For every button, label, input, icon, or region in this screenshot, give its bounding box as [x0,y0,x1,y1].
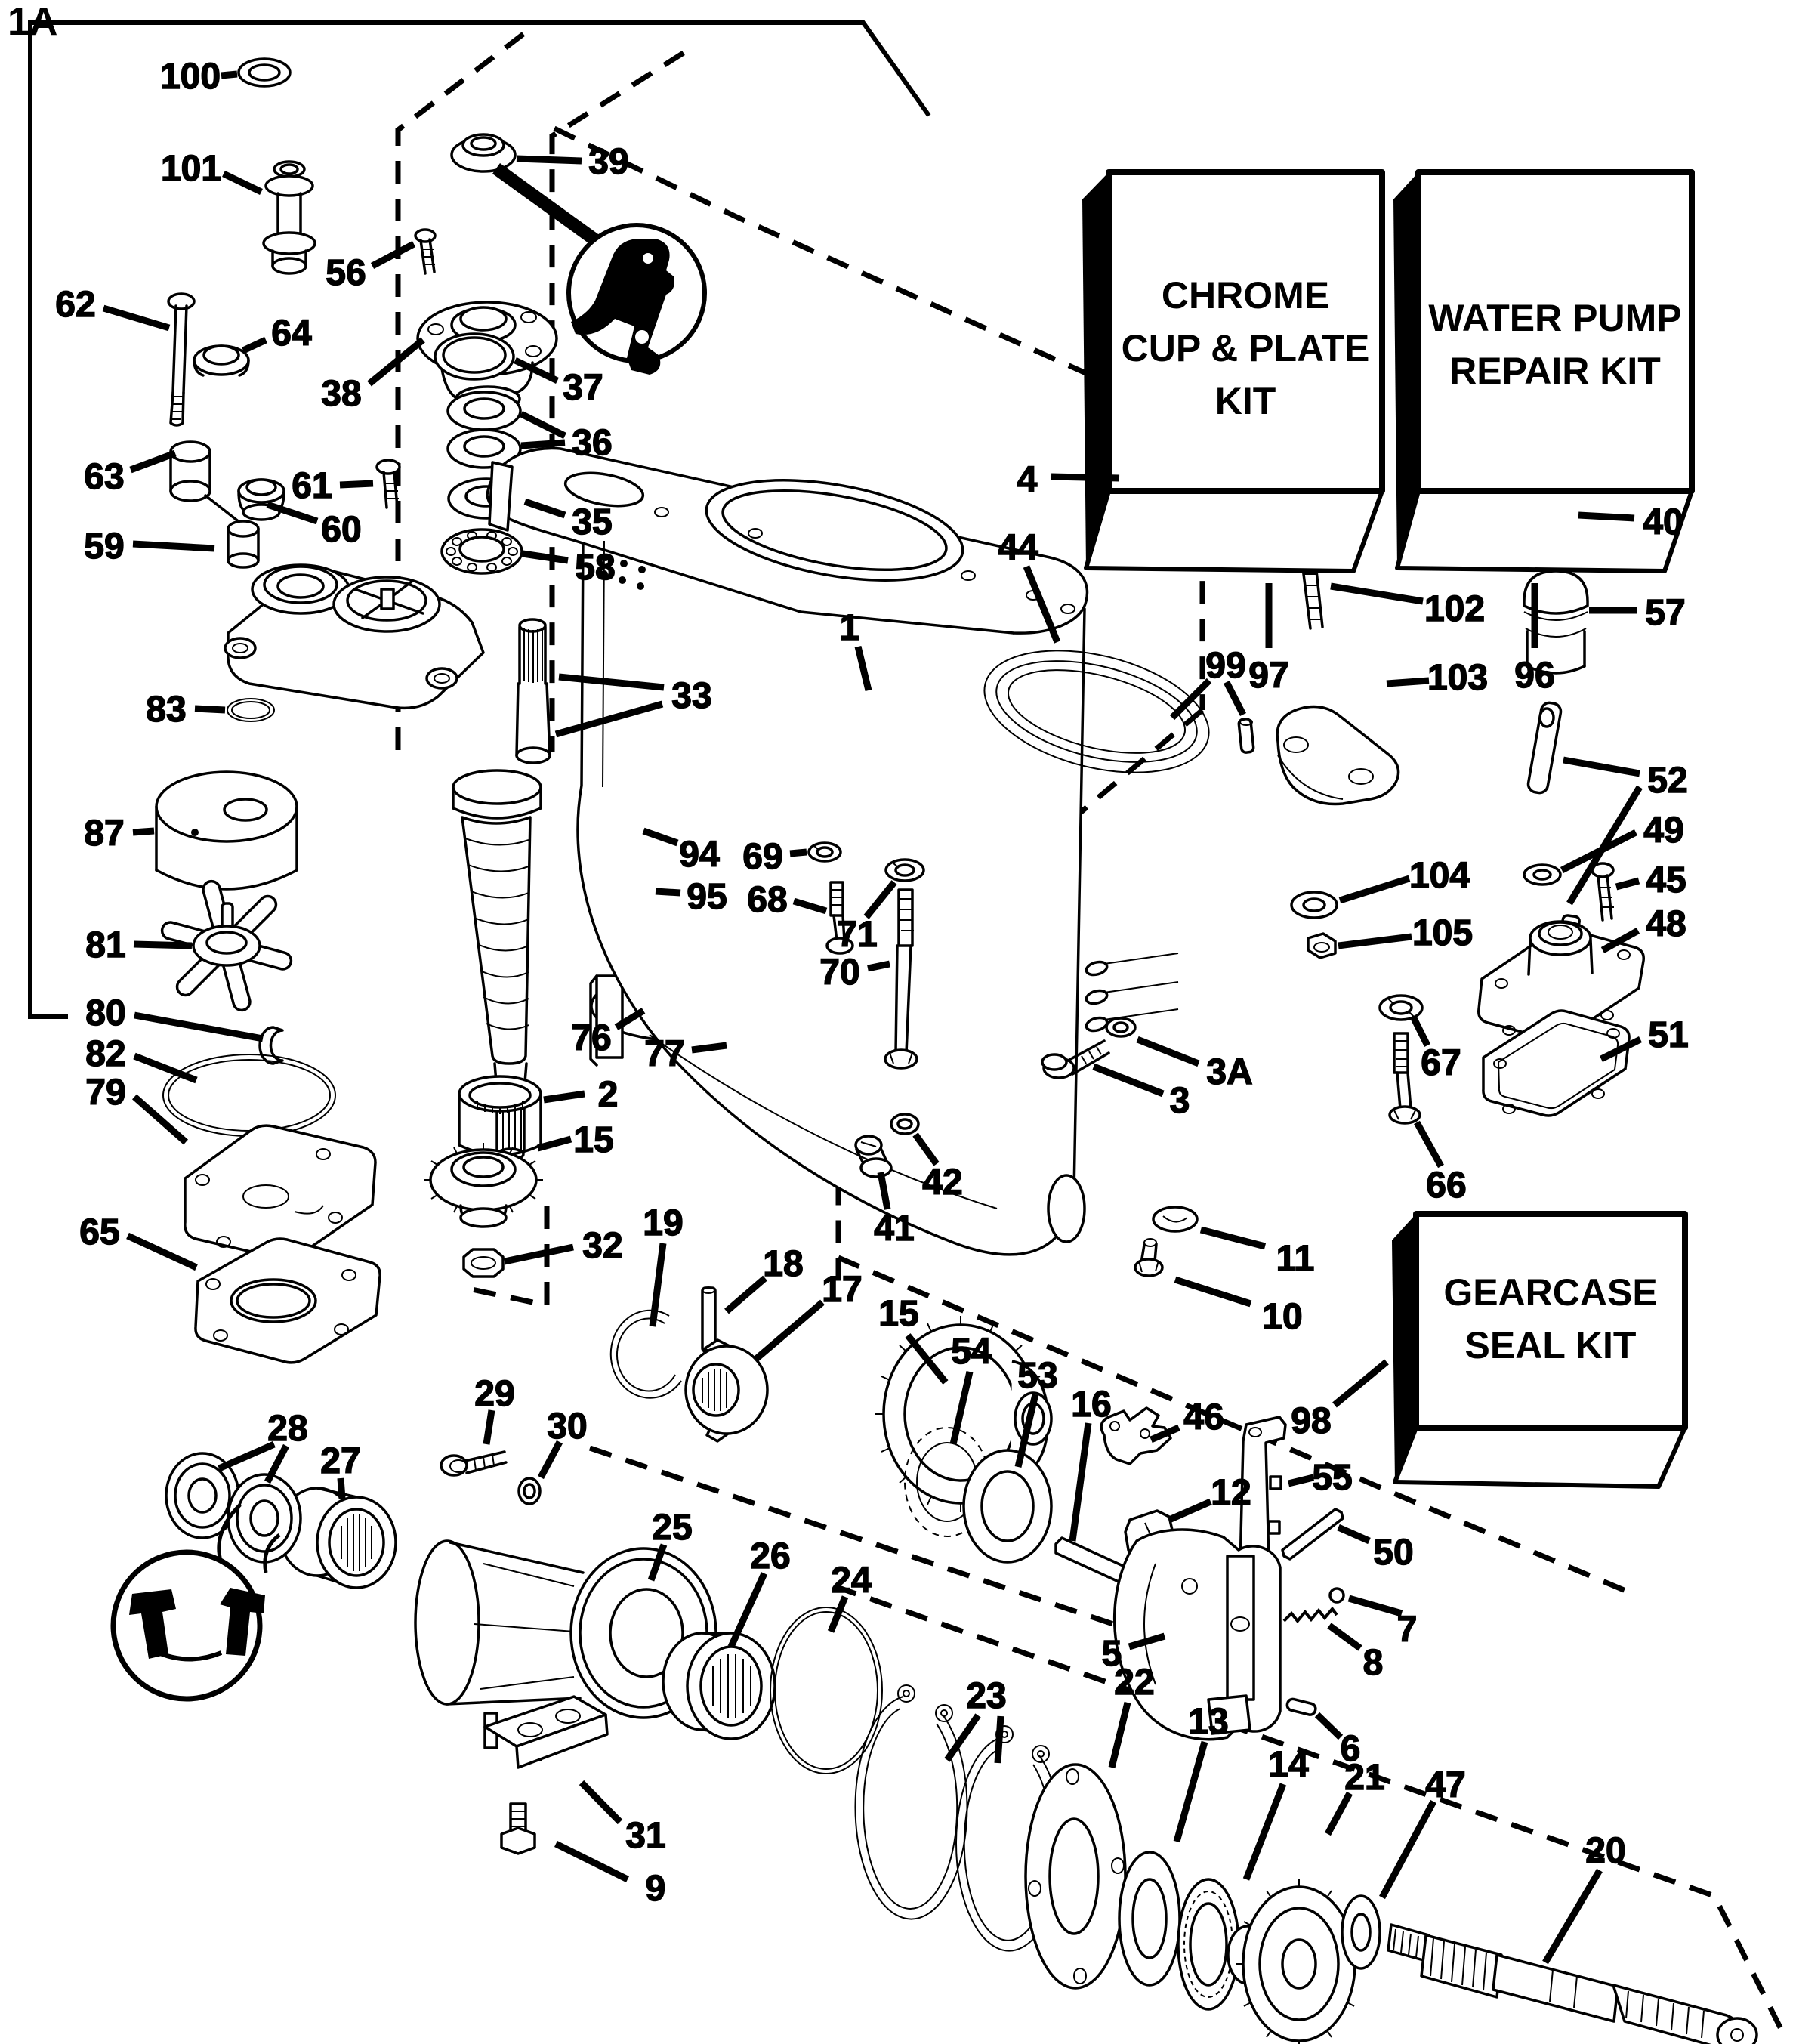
callout-7: 7 [1396,1610,1418,1650]
part-cap-60 [239,480,284,520]
part-prop-shaft-20 [1388,1925,1757,2044]
part-bolt-9 [501,1804,535,1854]
callout-4: 4 [1017,460,1038,500]
part-plate-65 [196,1239,380,1363]
leader-line-56 [372,244,414,266]
kit-label-line: REPAIR KIT [1449,350,1661,392]
part-retaining-ring-19 [611,1311,681,1398]
kit-box-gearcase-seal [1392,1214,1685,1487]
part-seals-28 [166,1453,301,1562]
part-oring-24 [770,1607,882,1774]
callout-42: 42 [922,1162,963,1203]
leader-line-17 [755,1302,822,1360]
callout-15: 15 [878,1294,919,1334]
kit-label-line: SEAL KIT [1464,1324,1637,1366]
callout-3A: 3A [1206,1052,1253,1092]
leader-line-81 [134,944,192,946]
callout-47: 47 [1425,1765,1466,1805]
leader-line-7 [1349,1598,1402,1613]
callout-28: 28 [267,1409,308,1449]
callout-96: 96 [1514,656,1555,696]
callout-48: 48 [1646,904,1686,944]
callout-15: 15 [573,1120,614,1160]
leader-line-36 [521,414,565,436]
part-bearing-58 [442,530,522,573]
part-seal-39 [452,134,515,171]
leader-line-50 [1338,1527,1369,1541]
part-washer-37 [435,334,514,379]
callout-31: 31 [625,1816,666,1856]
callout-104: 104 [1409,856,1470,896]
part-reverse-gear-21 [1228,1879,1362,2044]
leader-line-40 [1578,515,1634,518]
callout-62: 62 [55,285,96,325]
leader-line-31 [582,1783,620,1822]
callout-71: 71 [837,915,878,955]
leader-line-27 [341,1478,342,1499]
part-key-80 [260,1027,282,1064]
callout-17: 17 [822,1270,863,1310]
part-lock-washer-71 [886,860,924,881]
part-screw-45 [1592,863,1614,920]
callout-53: 53 [1017,1356,1058,1396]
leader-line-52 [1563,760,1640,773]
part-seal-11 [1153,1207,1197,1231]
callout-21: 21 [1344,1758,1385,1798]
part-washer-13 [1119,1852,1180,1985]
leader-line-39 [517,159,582,161]
callout-40: 40 [1643,502,1683,542]
callout-57: 57 [1645,593,1686,633]
part-nut-105 [1308,934,1335,958]
part-cup-87 [156,772,297,889]
leader-line-47 [1382,1802,1433,1897]
leader-line-99 [1227,682,1243,715]
callout-37: 37 [563,368,603,408]
callout-25: 25 [652,1508,693,1548]
leader-line-2 [544,1094,585,1100]
callout-44: 44 [998,528,1038,568]
leader-line-20 [1545,1870,1600,1962]
callout-52: 52 [1647,761,1688,801]
part-drain-plug-10 [1135,1239,1162,1276]
part-bolt-62 [168,294,194,425]
callout-68: 68 [747,880,788,920]
leader-line-101 [224,174,261,192]
callout-59: 59 [84,526,125,567]
callout-82: 82 [85,1034,126,1074]
callout-70: 70 [819,953,860,993]
callout-46: 46 [1183,1397,1224,1437]
callout-97: 97 [1248,656,1289,696]
leader-line-77 [692,1045,727,1050]
callout-98: 98 [1291,1401,1332,1441]
callout-1: 1 [839,608,860,648]
callout-79: 79 [85,1073,126,1113]
part-pin-6 [1286,1698,1317,1716]
callout-60: 60 [321,510,362,550]
callout-76: 76 [571,1018,612,1058]
part-bolt-66 [1390,1033,1420,1123]
callout-80: 80 [85,993,126,1033]
part-pin-50 [1282,1509,1343,1559]
leader-line-98 [1335,1362,1387,1405]
part-thrust-washer-53 [964,1450,1051,1562]
leader-line-6 [1317,1715,1341,1737]
leader-line-36 [521,443,565,446]
callout-49: 49 [1643,810,1684,851]
leader-line-3 [1094,1067,1163,1094]
kit-label-line: CHROME [1161,274,1330,316]
leader-line-95 [656,891,680,893]
part-washer-104 [1291,892,1337,918]
leader-line-58 [523,554,568,560]
callout-58: 58 [575,548,616,588]
part-screw-29 [441,1452,506,1475]
callout-55: 55 [1312,1458,1353,1498]
part-oring-83 [227,699,274,721]
part-anode-plate-31 [485,1697,607,1768]
leader-line-80 [134,1015,263,1039]
callout-38: 38 [321,374,362,414]
callout-77: 77 [644,1034,685,1074]
leader-line-21 [1328,1793,1350,1834]
part-lock-washer-69 [809,843,841,861]
leader-line-79 [134,1097,186,1142]
part-oring-82 [163,1054,335,1136]
leader-line-65 [128,1236,196,1267]
leader-line-62 [103,308,169,328]
leader-line-4 [1051,477,1119,478]
part-washer-30 [519,1478,540,1504]
leader-line-8 [1329,1626,1360,1648]
part-pin-99 [1239,718,1254,752]
leader-line-82 [134,1056,196,1080]
kit-boxes [1082,172,1692,1487]
callout-63: 63 [84,457,125,497]
leader-line-22 [1112,1703,1128,1768]
callout-105: 105 [1412,913,1474,953]
callout-51: 51 [1648,1015,1689,1055]
callout-41: 41 [874,1209,915,1249]
kit-box-chrome-cup-plate [1082,172,1382,571]
callout-95: 95 [687,877,727,917]
callout-64: 64 [271,313,312,354]
callout-35: 35 [572,502,613,542]
leader-line-24 [831,1597,845,1632]
leader-line-87 [133,831,154,832]
kit-label-line: KIT [1214,380,1276,422]
part-washer-42 [891,1114,918,1134]
callout-20: 20 [1585,1831,1626,1871]
callout-32: 32 [582,1226,623,1266]
callout-23: 23 [966,1676,1007,1716]
callout-10: 10 [1262,1297,1303,1337]
callout-26: 26 [750,1536,791,1576]
callout-102: 102 [1424,589,1486,629]
callout-39: 39 [588,142,629,182]
part-washer-47 [1342,1896,1380,1968]
callout-29: 29 [474,1374,515,1414]
leader-line-23 [998,1716,1001,1763]
callout-81: 81 [85,925,126,965]
callout-66: 66 [1426,1166,1467,1206]
callout-14: 14 [1268,1745,1309,1785]
leader-line-70 [868,964,890,968]
part-cap-64 [194,346,248,375]
callout-87: 87 [84,814,125,854]
leader-line-30 [541,1442,560,1477]
leader-line-67 [1414,1018,1427,1045]
leader-line-18 [727,1278,765,1311]
callout-54: 54 [951,1332,992,1372]
leader-line-104 [1340,878,1409,900]
leader-line-13 [1177,1742,1205,1842]
part-washer-3a [1106,1018,1135,1036]
leader-line-19 [653,1243,663,1326]
callout-69: 69 [742,837,783,877]
callout-33: 33 [671,676,712,716]
part-washers-36 [448,392,520,468]
leader-line-100 [221,74,237,76]
part-clamp-103 [1277,707,1398,804]
callout-67: 67 [1421,1043,1461,1083]
callout-12: 12 [1211,1473,1251,1513]
callout-99: 99 [1205,646,1246,686]
callout-27: 27 [320,1441,361,1481]
callout-13: 13 [1188,1702,1229,1742]
leader-line-66 [1417,1122,1441,1166]
callout-45: 45 [1646,860,1686,900]
leader-line-16 [1072,1423,1088,1541]
leader-line-102 [1331,586,1423,601]
part-pinion-gear-15 [424,1143,543,1227]
callout-100: 100 [159,57,221,97]
part-ball-7 [1330,1589,1344,1602]
kit-label-line: CUP & PLATE [1121,327,1370,369]
leader-line-59 [133,544,214,548]
leader-line-63 [131,453,175,470]
leader-line-38 [369,340,423,384]
callout-30: 30 [547,1406,588,1447]
leader-line-55 [1288,1477,1313,1484]
part-bolt-61 [377,460,400,508]
leader-line-9 [556,1844,628,1879]
leader-line-61 [340,483,373,485]
kit-label-line: WATER PUMP [1428,297,1682,339]
part-bearing-26 [663,1633,775,1739]
callout-65: 65 [79,1212,120,1252]
leader-line-12 [1169,1502,1211,1520]
callout-94: 94 [679,835,720,875]
callout-3: 3 [1169,1081,1190,1121]
leader-line-23 [947,1715,978,1760]
leader-line-11 [1201,1230,1265,1246]
leader-line-83 [195,709,225,710]
leader-line-45 [1616,881,1639,887]
callout-8: 8 [1362,1643,1384,1683]
callout-6: 6 [1340,1729,1361,1769]
callout-36: 36 [572,423,613,463]
leader-line-103 [1387,681,1429,684]
callout-61: 61 [292,466,332,506]
leader-line-105 [1338,937,1412,946]
leader-line-10 [1175,1280,1251,1304]
callout-11: 11 [1276,1239,1315,1279]
callout-103: 103 [1427,658,1489,698]
callout-22: 22 [1114,1663,1155,1703]
part-grommet-100 [239,59,290,86]
figure-corner-label: 1A [8,0,58,44]
kit-label-line: GEARCASE [1443,1271,1658,1314]
part-bushing-101 [264,162,315,273]
callout-16: 16 [1071,1385,1112,1425]
callout-83: 83 [146,690,187,730]
leader-line-3A [1137,1039,1199,1064]
callout-9: 9 [645,1869,666,1909]
leader-line-28 [219,1444,274,1468]
part-lock-washer-67 [1380,996,1422,1020]
part-spring-8 [1284,1609,1337,1621]
callout-2: 2 [597,1075,619,1115]
part-plate-22 [1026,1765,1125,1988]
leader-line-32 [505,1247,573,1261]
part-nut-32 [464,1249,503,1277]
part-water-pump-housing-59 [225,565,483,708]
part-screw-56 [415,230,435,273]
leader-line-29 [486,1410,492,1444]
callout-50: 50 [1373,1533,1414,1573]
callout-56: 56 [326,253,366,293]
callout-18: 18 [763,1244,804,1284]
leader-line-15 [538,1139,571,1148]
callout-5: 5 [1101,1634,1122,1674]
leader-line-69 [790,852,807,854]
callout-19: 19 [643,1203,684,1243]
leader-line-14 [1246,1784,1283,1879]
leader-line-64 [243,340,266,350]
part-washer-49 [1524,865,1560,885]
callout-24: 24 [831,1561,872,1601]
callout-101: 101 [160,149,222,189]
